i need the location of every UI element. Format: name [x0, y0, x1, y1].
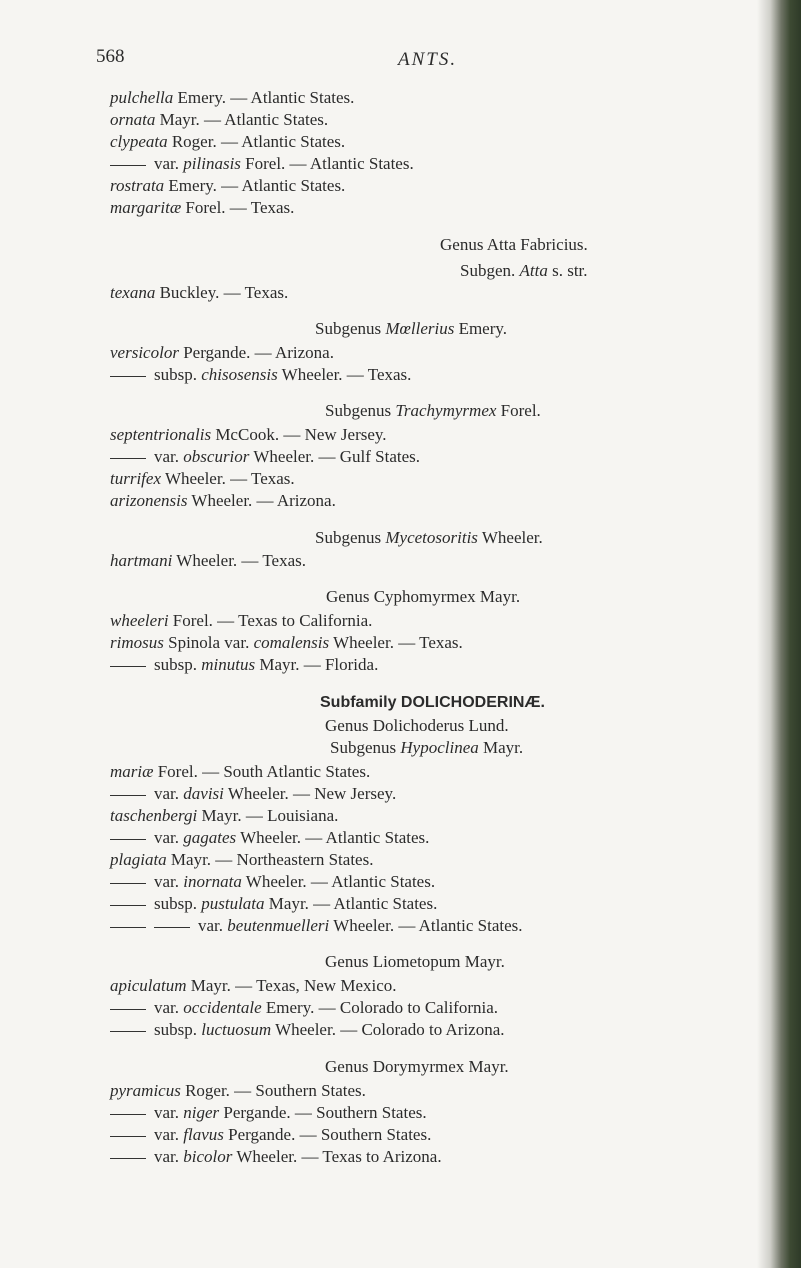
author-locality: McCook. — New Jersey. [211, 425, 387, 444]
line-flavus [110, 1125, 431, 1145]
line-beutenmuelleri [110, 916, 523, 936]
author-locality: Wheeler. — Texas. [172, 551, 307, 570]
taxon-name: occidentale [183, 998, 262, 1017]
rank-prefix: subsp. [154, 894, 202, 913]
rank-prefix: var. [154, 998, 184, 1017]
author-locality: Wheeler. — Atlantic States. [329, 916, 523, 935]
taxon-name: niger [183, 1103, 220, 1122]
author-locality: Roger. — Atlantic States. [167, 132, 346, 151]
taxon-name: hartmani [110, 551, 173, 570]
page-edge-shadow [757, 0, 801, 1268]
taxon-name: taschenbergi [110, 806, 198, 825]
ditto-dash [110, 1136, 146, 1137]
page-number: 568 [96, 46, 125, 67]
taxon-name: pyramicus [110, 1081, 181, 1100]
taxon-name: rimosus [110, 633, 164, 652]
taxon-name: bicolor [183, 1147, 233, 1166]
ditto-dash [110, 839, 146, 840]
ditto-dash [110, 165, 146, 166]
author-locality: Wheeler. — Atlantic States. [236, 828, 430, 847]
taxon-name: clypeata [110, 132, 168, 151]
author-locality: Mayr. — Texas, New Mexico. [186, 976, 397, 995]
author-locality: Forel. — Texas. [181, 198, 295, 217]
rank-prefix: var. [154, 447, 184, 466]
taxon-name: texana [110, 283, 156, 302]
rank-prefix: var. [154, 1125, 184, 1144]
line-minutus [110, 655, 378, 675]
line-bicolor [110, 1147, 442, 1167]
taxon-name: obscurior [183, 447, 250, 466]
heading-taxon: Mycetosoritis [385, 528, 478, 547]
heading-text: Genus Cyphomyrmex Mayr. [326, 587, 521, 606]
author-locality: Wheeler. — Atlantic States. [241, 872, 436, 891]
heading-taxon: Hypoclinea [400, 738, 479, 757]
author-locality: Emery. — Atlantic States. [173, 88, 355, 107]
line-arizonensis [110, 491, 336, 511]
running-head: ANTS. [398, 49, 458, 70]
author-locality: Mayr. — Atlantic States. [155, 110, 329, 129]
taxon-name: flavus [183, 1125, 224, 1144]
taxon-name: gagates [183, 828, 237, 847]
taxon-name: apiculatum [110, 976, 187, 995]
ditto-dash [110, 883, 146, 884]
line-ornata [110, 110, 328, 130]
taxon-name: rostrata [110, 176, 165, 195]
taxon-name-2: comalensis [253, 633, 330, 652]
line-pustulata [110, 894, 437, 914]
author-locality: Emery. — Atlantic States. [164, 176, 346, 195]
author-locality: Mayr. — Northeastern States. [166, 850, 374, 869]
line-niger [110, 1103, 427, 1123]
line-margaritae [110, 198, 294, 218]
line-genus-dorymyrmex [325, 1057, 509, 1077]
line-pyramicus [110, 1081, 366, 1101]
taxon-name: turrifex [110, 469, 161, 488]
rank-prefix: var. [154, 1147, 184, 1166]
taxon-name: margaritæ [110, 198, 182, 217]
taxon-name: beutenmuelleri [227, 916, 330, 935]
taxon-name: arizonensis [110, 491, 188, 510]
author-locality: Wheeler. — Texas to Arizona. [232, 1147, 442, 1166]
author-locality: Emery. — Colorado to California. [261, 998, 499, 1017]
ditto-dash [110, 1031, 146, 1032]
line-pilinasis [110, 154, 414, 174]
author-locality: Mayr. — Louisiana. [197, 806, 339, 825]
taxon-name: septentrionalis [110, 425, 212, 444]
line-pulchella [110, 88, 354, 108]
taxon-name: mariæ [110, 762, 154, 781]
author-locality: Mayr. — Florida. [255, 655, 379, 674]
author-locality-2: Wheeler. — Texas. [329, 633, 463, 652]
ditto-dash [110, 376, 146, 377]
line-luctuosum [110, 1020, 505, 1040]
heading-author: Emery. [454, 319, 508, 338]
ditto-dash [110, 1158, 146, 1159]
heading-text: Genus Dolichoderus Lund. [325, 716, 509, 735]
taxon-name: pulchella [110, 88, 174, 107]
line-subfamily [320, 692, 545, 713]
taxon-name: pilinasis [183, 154, 241, 173]
line-genus-atta [440, 235, 588, 255]
line-chisosensis [110, 365, 411, 385]
line-texana [110, 283, 288, 303]
line-clypeata [110, 132, 345, 152]
taxon-name: pustulata [201, 894, 265, 913]
author-locality: Spinola var. [163, 633, 254, 652]
ditto-dash [154, 927, 190, 928]
author-locality: Pergande. — Southern States. [223, 1125, 432, 1144]
author-locality: Forel. — South Atlantic States. [153, 762, 371, 781]
line-plagiata [110, 850, 373, 870]
heading-author: Wheeler. [477, 528, 543, 547]
line-wheeleri [110, 611, 372, 631]
rank-prefix: var. [154, 154, 184, 173]
line-gagates [110, 828, 429, 848]
author-locality: Wheeler. — Gulf States. [249, 447, 420, 466]
heading-text: Subgenus [315, 319, 386, 338]
line-subgenus-moellerius [315, 319, 507, 339]
line-mariae [110, 762, 370, 782]
heading-text: Genus Dorymyrmex Mayr. [325, 1057, 509, 1076]
heading-text: Genus Atta Fabricius. [440, 235, 588, 254]
heading-text: Subfamily DOLICHODERINÆ. [320, 694, 545, 711]
line-occidentale [110, 998, 498, 1018]
ditto-dash [110, 927, 146, 928]
author-locality: Roger. — Southern States. [180, 1081, 366, 1100]
taxon-name: plagiata [110, 850, 167, 869]
author-locality: Wheeler. — Texas. [161, 469, 295, 488]
line-subgenus-hypoclinea [330, 738, 523, 758]
heading-text: Subgenus [325, 401, 396, 420]
heading-text: Subgen. [460, 261, 520, 280]
rank-prefix: var. [154, 784, 184, 803]
line-taschenbergi [110, 806, 338, 826]
rank-prefix: subsp. [154, 655, 202, 674]
taxon-name: luctuosum [201, 1020, 272, 1039]
rank-prefix: subsp. [154, 1020, 202, 1039]
taxon-name: davisi [183, 784, 224, 803]
taxon-name: wheeleri [110, 611, 169, 630]
heading-author: Mayr. [478, 738, 524, 757]
rank-prefix: var. [154, 872, 184, 891]
line-subgenus-mycetosoritis [315, 528, 543, 548]
heading-author: s. str. [547, 261, 588, 280]
taxon-name: minutus [201, 655, 256, 674]
rank-prefix: var. [154, 828, 184, 847]
line-hartmani [110, 551, 306, 571]
line-apiculatum [110, 976, 397, 996]
author-locality: Wheeler. — Colorado to Arizona. [271, 1020, 505, 1039]
line-genus-dolichoderus [325, 716, 509, 736]
author-locality: Forel. — Texas to California. [168, 611, 373, 630]
author-locality: Mayr. — Atlantic States. [264, 894, 438, 913]
line-turrifex [110, 469, 295, 489]
line-rimosus [110, 633, 463, 653]
line-rostrata [110, 176, 345, 196]
author-locality: Wheeler. — New Jersey. [223, 784, 397, 803]
line-obscurior [110, 447, 420, 467]
author-locality: Pergande. — Southern States. [219, 1103, 427, 1122]
ditto-dash [110, 666, 146, 667]
taxon-name: versicolor [110, 343, 179, 362]
ditto-dash [110, 1009, 146, 1010]
heading-author: Forel. [496, 401, 541, 420]
ditto-dash [110, 905, 146, 906]
line-davisi [110, 784, 396, 804]
heading-text: Subgenus [330, 738, 401, 757]
heading-taxon: Mœllerius [385, 319, 455, 338]
taxon-name: ornata [110, 110, 156, 129]
line-genus-cyphomyrmex [326, 587, 520, 607]
heading-taxon: Atta [519, 261, 548, 280]
author-locality: Wheeler. — Texas. [277, 365, 412, 384]
ditto-dash [110, 458, 146, 459]
taxon-name: chisosensis [201, 365, 278, 384]
heading-text: Genus Liometopum Mayr. [325, 952, 505, 971]
line-subgen-atta [460, 261, 588, 281]
author-locality: Forel. — Atlantic States. [240, 154, 414, 173]
line-septentrionalis [110, 425, 387, 445]
author-locality: Buckley. — Texas. [155, 283, 289, 302]
line-inornata [110, 872, 435, 892]
heading-text: Subgenus [315, 528, 386, 547]
ditto-dash [110, 795, 146, 796]
author-locality: Wheeler. — Arizona. [187, 491, 336, 510]
ditto-dash [110, 1114, 146, 1115]
line-subgenus-trachymyrmex [325, 401, 541, 421]
rank-prefix: var. [198, 916, 228, 935]
taxon-name: inornata [183, 872, 242, 891]
rank-prefix: subsp. [154, 365, 202, 384]
line-genus-liometopum [325, 952, 505, 972]
line-versicolor [110, 343, 334, 363]
rank-prefix: var. [154, 1103, 184, 1122]
heading-taxon: Trachymyrmex [395, 401, 497, 420]
author-locality: Pergande. — Arizona. [178, 343, 334, 362]
